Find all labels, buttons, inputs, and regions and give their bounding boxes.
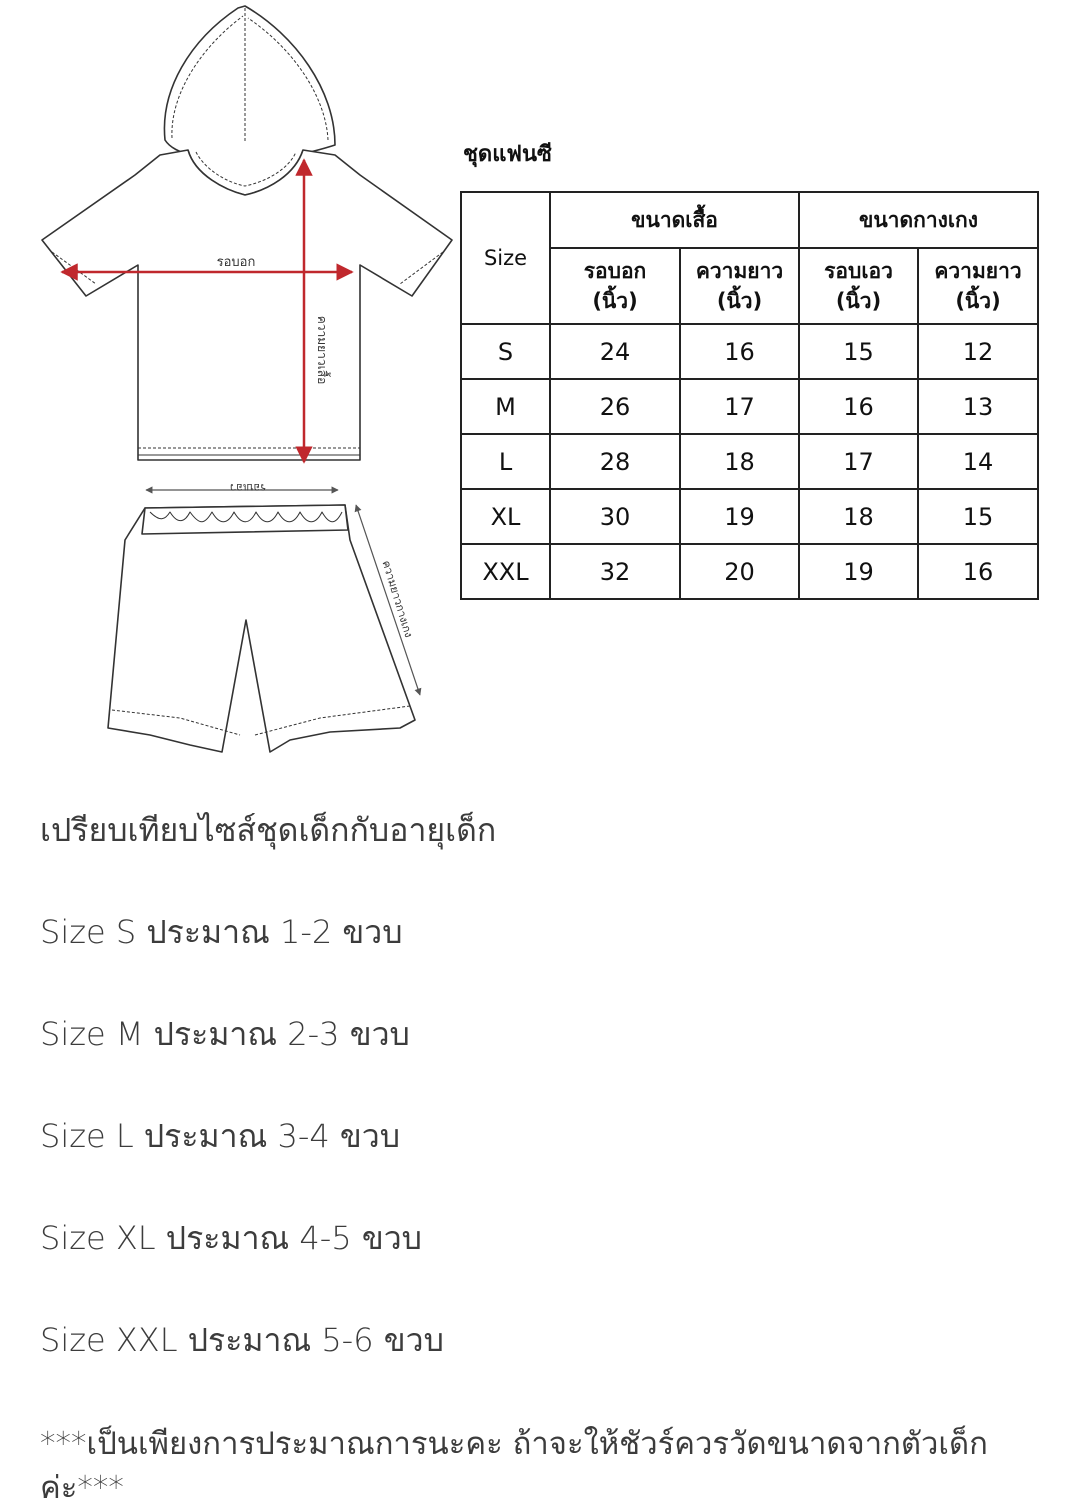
size-cell: XL: [461, 489, 550, 544]
column-header-shirt-length: [680, 248, 799, 324]
column-header-unit: (นิ้ว): [592, 289, 638, 313]
size-diagram: [0, 0, 460, 770]
age-line-xl: Size XL ประมาณ 4-5 ขวบ: [40, 1219, 422, 1257]
table-group-header-row: [461, 192, 1038, 248]
value-cell: 18: [799, 489, 918, 544]
table-row: [461, 489, 1038, 544]
size-column-header: Size: [461, 192, 550, 324]
column-header-unit: (นิ้ว): [835, 289, 882, 313]
column-header-label: ความยาว: [695, 259, 784, 283]
table-row: [461, 379, 1038, 434]
value-cell: 13: [918, 379, 1038, 434]
chest-label: รอบอก: [216, 255, 256, 270]
value-cell: 19: [799, 544, 918, 599]
age-line-m: Size M ประมาณ 2-3 ขวบ: [40, 1015, 410, 1053]
column-header-pants-length: [918, 248, 1038, 324]
value-cell: 20: [680, 544, 799, 599]
pants-length-label: ความยาวกางเกง: [379, 558, 416, 640]
value-cell: 30: [550, 489, 680, 544]
column-header-label: รอบอก: [583, 259, 647, 283]
value-cell: 17: [680, 379, 799, 434]
size-cell: XXL: [461, 544, 550, 599]
size-cell: S: [461, 324, 550, 379]
column-header-waist: [799, 248, 918, 324]
value-cell: 32: [550, 544, 680, 599]
age-comparison-heading: เปรียบเทียบไซส์ชุดเด็กกับอายุเด็ก: [40, 811, 497, 849]
value-cell: 26: [550, 379, 680, 434]
table-row: [461, 324, 1038, 379]
value-cell: 24: [550, 324, 680, 379]
value-cell: 19: [680, 489, 799, 544]
size-table: [460, 191, 1039, 600]
pants-group-header: ขนาดกางเกง: [799, 192, 1038, 248]
size-cell: M: [461, 379, 550, 434]
age-line-l: Size L ประมาณ 3-4 ขวบ: [40, 1117, 401, 1155]
shirt-group-header: ขนาดเสื้อ: [550, 192, 799, 248]
value-cell: 15: [799, 324, 918, 379]
shirt-length-label: ความยาวเสื้อ: [315, 315, 329, 385]
size-chart-title: ชุดแฟนซี: [463, 142, 552, 167]
age-line-xxl: Size XXL ประมาณ 5-6 ขวบ: [40, 1321, 444, 1359]
value-cell: 12: [918, 324, 1038, 379]
table-row: [461, 544, 1038, 599]
value-cell: 18: [680, 434, 799, 489]
column-header-unit: (นิ้ว): [716, 289, 763, 313]
value-cell: 16: [680, 324, 799, 379]
value-cell: 16: [918, 544, 1038, 599]
size-notes: [40, 810, 1050, 1510]
value-cell: 17: [799, 434, 918, 489]
age-line-s: Size S ประมาณ 1-2 ขวบ: [40, 913, 403, 951]
value-cell: 16: [799, 379, 918, 434]
hoodie-shirt-drawing: [42, 6, 452, 460]
column-header-chest: [550, 248, 680, 324]
size-cell: L: [461, 434, 550, 489]
column-header-label: ความยาว: [934, 259, 1022, 283]
value-cell: 28: [550, 434, 680, 489]
column-header-unit: (นิ้ว): [955, 289, 1001, 313]
table-row: [461, 434, 1038, 489]
disclaimer-text: ***เป็นเพียงการประมาณการนะคะ ถ้าจะให้ชัวร์ควรวัดขนาดจากตัวเด็กค่ะ***: [40, 1426, 988, 1506]
value-cell: 14: [918, 434, 1038, 489]
column-header-label: รอบเอว: [824, 259, 893, 283]
value-cell: 15: [918, 489, 1038, 544]
waist-label: รอบเอว: [229, 481, 267, 494]
